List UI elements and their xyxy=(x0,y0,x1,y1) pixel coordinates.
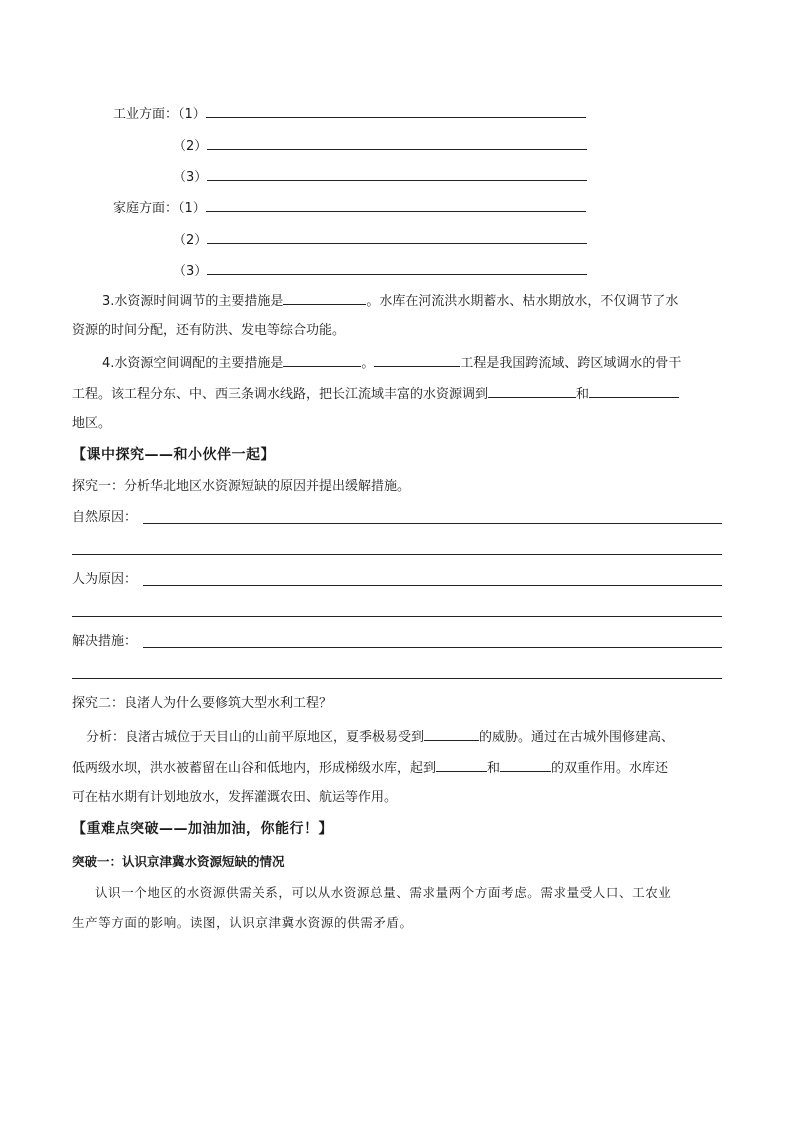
answer-blank[interactable] xyxy=(207,136,587,150)
q3-prefix: 3.水资源时间调节的主要措施是 xyxy=(102,294,284,309)
industry-row-3 xyxy=(173,167,587,187)
answer-line[interactable] xyxy=(143,523,722,524)
answer-blank[interactable] xyxy=(500,758,551,772)
explore2-line-2 xyxy=(72,758,668,778)
explore2-line-3: 可在枯水期有计划地放水，发挥灌溉农田、航运等作用。 xyxy=(72,790,398,805)
answer-line[interactable] xyxy=(72,554,722,555)
industry-label: 工业方面： xyxy=(113,107,179,122)
answer-blank[interactable] xyxy=(589,384,679,398)
q4-line2-text: 工程。该工程分东、中、西三条调水线路，把长江流域丰富的水资源调到 xyxy=(72,387,489,402)
answer-blank[interactable] xyxy=(488,384,576,398)
answer-blank[interactable] xyxy=(424,727,479,741)
answer-blank[interactable] xyxy=(283,291,366,305)
household-row-3 xyxy=(173,261,587,281)
household-row-1 xyxy=(113,198,586,218)
household-row-2 xyxy=(173,230,587,250)
item-number: （3） xyxy=(173,170,208,185)
analysis-line2-prefix: 低两级水坝，洪水被蓄留在山谷和低地内，形成梯级水库，起到 xyxy=(72,761,437,776)
q3-line-2: 资源的时间分配，还有防洪、发电等综合功能。 xyxy=(72,323,346,338)
item-number: （1） xyxy=(178,201,206,216)
q4-prefix: 4.水资源空间调配的主要措施是 xyxy=(102,356,284,371)
section-breakthrough-title: 【重难点突破——加油加油，你能行！】 xyxy=(72,821,333,837)
answer-blank[interactable] xyxy=(374,353,460,367)
answer-blank[interactable] xyxy=(207,230,587,244)
breakthrough1-title: 突破一：认识京津冀水资源短缺的情况 xyxy=(72,854,285,869)
q3-suffix: 。水库在河流洪水期蓄水、枯水期放水，不仅调节了水 xyxy=(366,294,679,309)
answer-line[interactable] xyxy=(72,616,722,617)
answer-blank[interactable] xyxy=(206,198,586,212)
q3-line-1 xyxy=(102,291,678,311)
analysis-line2-suffix: 的双重作用。水库还 xyxy=(551,761,669,776)
answer-line[interactable] xyxy=(143,585,722,586)
industry-row-2 xyxy=(173,136,587,156)
answer-line[interactable] xyxy=(143,647,722,648)
item-number: （1） xyxy=(178,107,206,122)
answer-line[interactable] xyxy=(72,678,722,679)
q4-conj: 和 xyxy=(576,387,590,402)
q4-mid: 。 xyxy=(361,356,375,371)
item-number: （3） xyxy=(173,264,208,279)
explore2-title: 探究二：良渚人为什么要修筑大型水利工程？ xyxy=(72,696,333,711)
answer-blank[interactable] xyxy=(207,167,587,181)
answer-blank[interactable] xyxy=(283,353,361,367)
household-label: 家庭方面： xyxy=(113,201,179,216)
explore2-line-1 xyxy=(86,727,674,747)
explore1-title: 探究一：分析华北地区水资源短缺的原因并提出缓解措施。 xyxy=(72,479,411,494)
human-reason-label: 人为原因： xyxy=(72,572,138,587)
measures-label: 解决措施： xyxy=(72,634,138,649)
analysis-prefix: 分析：良渚古城位于天目山的山前平原地区，夏季极易受到 xyxy=(86,730,425,745)
q4-line-3: 地区。 xyxy=(72,416,112,431)
analysis-line2-conj: 和 xyxy=(487,761,501,776)
item-number: （2） xyxy=(173,233,208,248)
breakthrough1-para-line-1: 认识一个地区的水资源供需关系，可以从水资源总量、需求量两个方面考虑。需求量受人口、工农业 xyxy=(95,885,672,900)
answer-blank[interactable] xyxy=(206,104,586,118)
breakthrough1-para-line-2: 生产等方面的影响。读图，认识京津冀水资源的供需矛盾。 xyxy=(72,915,413,930)
q4-suffix: 工程是我国跨流域、跨区域调水的骨干 xyxy=(460,356,682,371)
industry-row-1 xyxy=(113,104,586,124)
answer-blank[interactable] xyxy=(207,261,587,275)
answer-blank[interactable] xyxy=(436,758,487,772)
q4-line-2 xyxy=(72,384,679,404)
analysis-suffix: 的威胁。通过在古城外围修建高、 xyxy=(479,730,675,745)
natural-reason-label: 自然原因： xyxy=(72,510,138,525)
q4-line-1 xyxy=(102,353,681,373)
section-explore-title: 【课中探究——和小伙伴一起】 xyxy=(72,447,275,463)
item-number: （2） xyxy=(173,139,208,154)
